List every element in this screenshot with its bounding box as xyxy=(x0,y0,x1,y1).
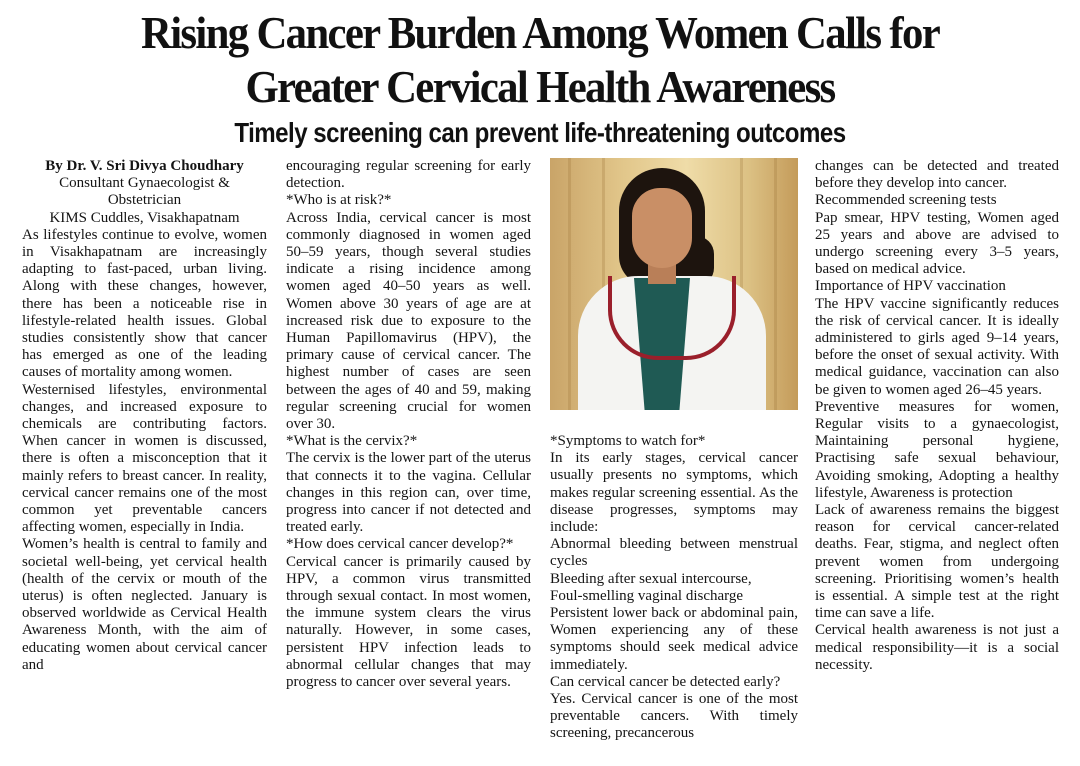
article-column-3 xyxy=(550,433,798,758)
paragraph: As lifestyles continue to evolve, women in Visakhapatnam are increasingly adapting to fast-paced, urban living. Along with these changes, however, there has been a noticeable rise in lifestyle-related health issues. Global studies consistently show that cancer has emerged as one of the leading causes of mortality among women. xyxy=(22,226,267,381)
paragraph: Westernised lifestyles, environmental changes, and increased exposure to chemicals are contributing factors. When cancer in women is discussed, there is often a misconception that it mainly refers to breast cancer. In reality, cervical cancer remains one of the most common yet preventable cancers affecting women, especially in India. xyxy=(22,381,267,536)
paragraph: Preventive measures for women, Regular visits to a gynaecologist, Maintaining personal hygiene, Practising safe sexual behaviour, Avoiding smoking, Adopting a healthy lifestyle, Awareness is protection xyxy=(815,398,1059,501)
symptom-item: Abnormal bleeding between menstrual cycles xyxy=(550,536,798,570)
section-heading: Recommended screening tests xyxy=(815,192,997,209)
paragraph: The cervix is the lower part of the uterus that connects it to the vagina. Cellular changes in this region can, over time, progress into cancer if not detected and treated early. xyxy=(286,450,531,536)
headline xyxy=(38,6,1042,114)
paragraph: changes can be detected and treated before they develop into cancer. xyxy=(815,158,1059,192)
paragraph: encouraging regular screening for early detection. xyxy=(286,158,531,192)
subheadline: Timely screening can prevent life-threatening outcomes xyxy=(234,117,846,148)
paragraph: Pap smear, HPV testing, Women aged 25 years and above are advised to undergo screening every 3–5 years, based on medical advice. xyxy=(815,209,1059,278)
section-heading: Can cervical cancer be detected early? xyxy=(550,673,781,690)
paragraph: Across India, cervical cancer is most commonly diagnosed in women aged 50–59 years, though several studies indicate a rising incidence among women aged 40–50 years as well. Women above 30 years of age are at increased risk due to exposure to the Human Papillomavirus (HPV), the primary cause of cervical cancer. The highest number of cases are seen between the ages of 40 and 59, making regular screening crucial for women over 30. xyxy=(286,209,531,433)
byline-author: By Dr. V. Sri Divya Choudhary xyxy=(45,158,244,174)
article-column-4 xyxy=(815,158,1059,758)
symptom-item: Persistent lower back or abdominal pain, Women experiencing any of these symptoms should seek medical advice immediately. xyxy=(550,605,798,673)
section-heading: *What is the cervix?* xyxy=(286,433,418,450)
paragraph: The HPV vaccine significantly reduces the risk of cervical cancer. It is ideally administered to girls aged 9–14 years, before the onset of sexual activity. With medical guidance, vaccination can also be given to women aged 26–45 years. xyxy=(815,295,1059,398)
author-photo xyxy=(550,158,798,410)
paragraph: Cervical cancer is primarily caused by HPV, a common virus transmitted through sexual contact. In most women, the immune system clears the virus naturally. However, in some cases, persistent HPV infection leads to abnormal cellular changes that may progress to cancer over several years. xyxy=(286,553,531,691)
article-column-2 xyxy=(286,158,531,758)
section-heading: Importance of HPV vaccination xyxy=(815,278,1006,295)
article-column-1 xyxy=(22,158,267,758)
section-heading: *Symptoms to watch for* xyxy=(550,433,706,449)
headline-line-2: Greater Cervical Health Awareness xyxy=(245,61,835,112)
byline-role-2: Obstetrician xyxy=(107,192,182,209)
paragraph: In its early stages, cervical cancer usually presents no symptoms, which makes regular screening essential. As the disease progresses, symptoms may include: xyxy=(550,450,798,536)
paragraph: Women’s health is central to family and societal well-being, yet cervical health (health of the cervix or mouth of the uterus) is often neglected. January is observed worldwide as Cervical Health Awareness Month, with the aim of educating women about cervical cancer and xyxy=(22,536,267,673)
symptom-item: Foul-smelling vaginal discharge xyxy=(550,587,744,604)
headline-line-1: Rising Cancer Burden Among Women Calls for xyxy=(140,7,940,58)
section-heading: *Who is at risk?* xyxy=(286,192,392,209)
byline-hospital: KIMS Cuddles, Visakhapatnam xyxy=(49,209,240,226)
paragraph: Lack of awareness remains the biggest reason for cervical cancer-related deaths. Fear, stigma, and neglect often prevent women from undergoing screening. Prioritising women’s health is essential. A simple test at the right time can save a life. xyxy=(815,502,1059,622)
paragraph: Yes. Cervical cancer is one of the most preventable cancers. With timely screening, precancerous xyxy=(550,691,798,742)
symptom-item: Bleeding after sexual intercourse, xyxy=(550,570,752,587)
section-heading: *How does cervical cancer develop?* xyxy=(286,536,514,553)
byline-role-1: Consultant Gynaecologist & xyxy=(59,175,230,192)
paragraph: Cervical health awareness is not just a medical responsibility—it is a social necessity. xyxy=(815,622,1059,673)
